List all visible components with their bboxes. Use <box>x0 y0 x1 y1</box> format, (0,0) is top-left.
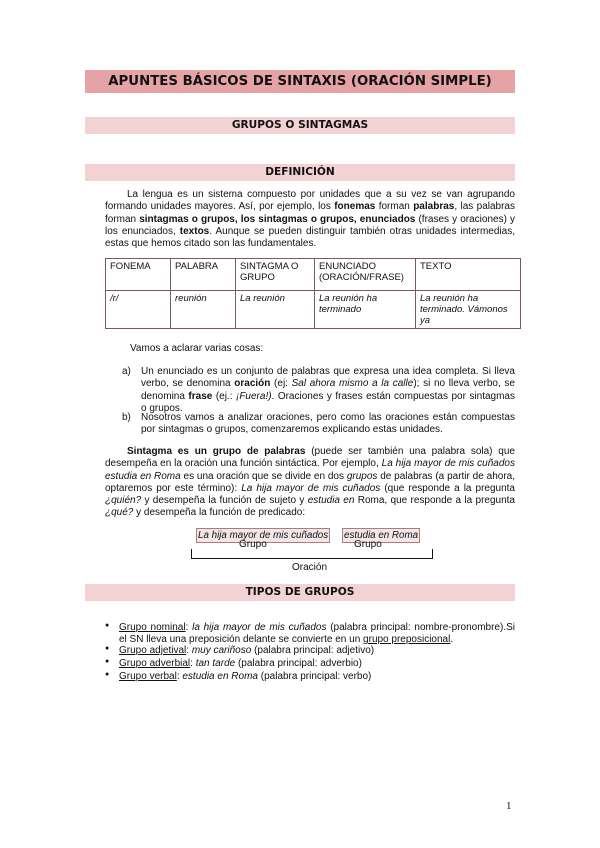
text-run: (palabra principal: adjetivo) <box>251 645 375 656</box>
diagram-label: Grupo <box>239 539 267 550</box>
list-marker: a) <box>122 366 131 377</box>
text-run: grupo preposicional <box>363 634 451 646</box>
text-run: es una oración que se divide en dos <box>180 470 347 482</box>
text-run: Grupo adjetival <box>119 645 187 656</box>
text-run: y desempeña la función de sujeto y <box>141 495 308 507</box>
table-cell: La reunión ha terminado. Vámonos ya <box>416 291 521 329</box>
text-run: ¿qué? <box>105 507 134 519</box>
text-run: Grupo verbal <box>119 671 177 682</box>
text-run: y desempeña la función de predicado: <box>133 507 306 519</box>
table-header-cell: SINTAGMA O GRUPO <box>236 259 315 291</box>
definition-paragraph <box>105 189 515 250</box>
text-run: tan tarde <box>195 658 236 669</box>
text-run: (puede ser también una palabra sola) que desempeña en la oración una función sintáctica. Por ejemplo, <box>105 446 515 470</box>
text-run: . Oraciones y frases están compuestas por sintagmas o grupos. <box>141 390 515 414</box>
diagram-sentence-label: Oración <box>292 562 328 573</box>
text-run: : <box>186 645 192 656</box>
text-run: , las palabras forman <box>105 201 515 225</box>
text-run: . Aunque se pueden distinguir también otras unidades intermedias, estas que hemos citado son las fundamentales. <box>105 225 515 250</box>
text-run: La lengua es un sistema compuesto por unidades que a su vez se van agrupando formando unidades mayores. Así, por ejemplo, los <box>105 189 515 213</box>
bullet-icon: ● <box>105 645 110 652</box>
list-item <box>141 366 515 415</box>
text-run: muy cariñoso <box>191 645 252 656</box>
text-run: ¿quién? <box>105 495 142 507</box>
text-run: . <box>450 634 454 646</box>
diagram-label: Grupo <box>354 539 382 550</box>
text-run: La hija mayor de mis cuñados estudia en Roma <box>105 458 515 482</box>
bullet-icon: ● <box>105 671 110 678</box>
table-cell: La reunión <box>236 291 315 329</box>
page-number: 1 <box>506 800 512 812</box>
diagram-group-subject: La hija mayor de mis cuñados <box>198 530 329 541</box>
text-run: Un enunciado es un conjunto de palabras que expresa una idea completa. Si lleva verbo, se denomina <box>141 366 515 390</box>
text-run: palabras <box>413 201 455 213</box>
bullet-icon: ● <box>105 658 110 665</box>
table-header-cell: FONEMA <box>106 259 171 291</box>
table-cell: reunión <box>171 291 236 329</box>
text-run: la hija mayor de mis cuñados <box>192 622 327 633</box>
document-title: APUNTES BÁSICOS DE SINTAXIS (ORACIÓN SIMPLE) <box>85 70 515 93</box>
text-run: (palabra principal: verbo) <box>257 671 372 682</box>
text-run: (palabra principal: nombre-pronombre).Si el SN lleva una preposición delante se convierte en un <box>119 622 515 646</box>
bullet-icon: ● <box>105 622 110 629</box>
text-run: Sintagma es un grupo de palabras <box>127 446 306 457</box>
text-run: forman <box>375 201 414 213</box>
text-run: (ej: <box>270 378 292 390</box>
table-row <box>106 291 521 329</box>
table-header-cell: TEXTO <box>416 259 521 291</box>
text-run: La hija mayor de mis cuñados <box>241 482 381 494</box>
text-run: (que responde a la pregunta <box>380 482 515 494</box>
list-marker: b) <box>122 412 131 423</box>
list-item <box>119 671 515 683</box>
units-table <box>105 258 521 329</box>
text-run: frase <box>188 390 213 402</box>
text-run: fonemas <box>334 201 376 213</box>
diagram-bracket-line <box>191 558 433 559</box>
table-header-cell: PALABRA <box>171 259 236 291</box>
table-cell: La reunión ha terminado <box>315 291 416 329</box>
text-run: sintagmas o grupos, los sintagmas o grupos, enunciados <box>139 213 416 225</box>
text-run: ¡Fuera!) <box>235 390 272 402</box>
sintagma-paragraph <box>105 446 515 520</box>
intro-line: Vamos a aclarar varias cosas: <box>130 343 264 354</box>
section-title-grupos: GRUPOS O SINTAGMAS <box>85 117 515 134</box>
list-item <box>119 658 515 670</box>
text-run: (palabra principal: adverbio) <box>235 658 362 669</box>
text-run: : <box>185 622 193 633</box>
text-run: : <box>176 671 183 682</box>
text-run: Roma, que responde a la pregunta <box>354 495 515 507</box>
text-run: estudia en <box>307 495 355 507</box>
text-run: Nosotros vamos a analizar oraciones, pero como las oraciones están compuestas por sintagmas o grupos, comenzaremos explicando estas unidades. <box>141 412 515 436</box>
text-run: (frases y oraciones) y los enunciados, <box>105 213 515 237</box>
list-item <box>119 622 515 647</box>
section-title-tipos: TIPOS DE GRUPOS <box>85 584 515 601</box>
text-run: textos <box>179 225 210 237</box>
text-run: oración <box>234 378 271 390</box>
text-run: Sal ahora mismo a la calle <box>291 378 414 390</box>
text-run: ); si no lleva verbo, se denomina <box>141 378 515 402</box>
list-item <box>141 412 515 437</box>
table-header-cell: ENUNCIADO (ORACIÓN/FRASE) <box>315 259 416 291</box>
text-run: estudia en Roma <box>182 671 258 682</box>
diagram-group-predicate: estudia en Roma <box>344 530 419 541</box>
text-run: : <box>190 658 196 669</box>
list-item <box>119 645 515 657</box>
text-run: Grupo nominal <box>119 622 186 633</box>
table-cell: /r/ <box>106 291 171 329</box>
section-title-definicion: DEFINICIÓN <box>85 164 515 181</box>
text-run: de palabras (a partir de ahora, optaremos por este término): <box>105 470 515 494</box>
text-run: Grupo adverbial <box>119 658 191 669</box>
text-run: grupos <box>346 470 378 482</box>
text-run: (ej.: <box>212 390 236 402</box>
table-header-row <box>106 259 521 291</box>
